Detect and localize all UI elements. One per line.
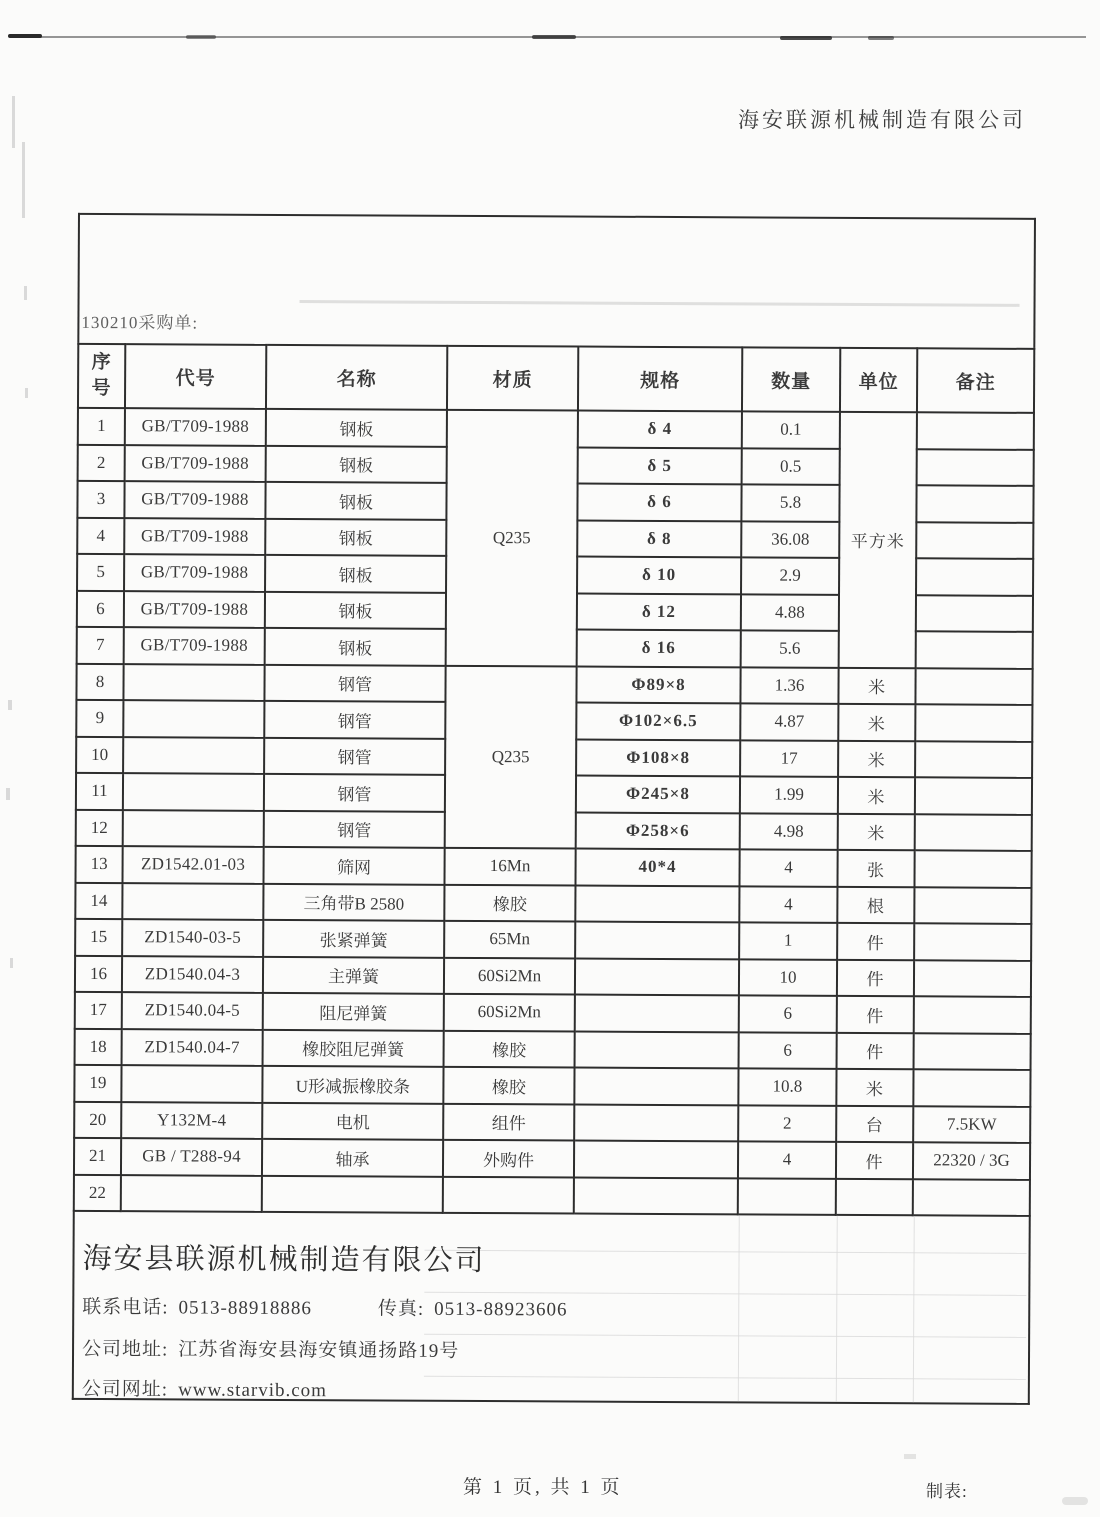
cell-spec xyxy=(574,1177,738,1214)
cell-qty: 5.8 xyxy=(741,484,839,521)
cell-qty xyxy=(738,1178,836,1215)
table-title-area xyxy=(77,213,1036,348)
fax-value: 0513-88923606 xyxy=(434,1298,568,1321)
cell-name: 钢板 xyxy=(266,409,447,446)
cell-name: 张紧弹簧 xyxy=(263,920,444,957)
phone-fax-line xyxy=(82,1292,567,1322)
cell-qty: 0.1 xyxy=(742,411,840,448)
cell-no: 9 xyxy=(76,700,123,737)
cell-material: Q235 xyxy=(445,665,577,848)
cell-remark xyxy=(913,1179,1030,1216)
cell-unit: 件 xyxy=(837,1032,914,1069)
cell-code: ZD1540.04-3 xyxy=(122,956,263,993)
cell-material xyxy=(443,1176,574,1213)
cell-code xyxy=(121,1175,262,1212)
faint-gridline xyxy=(836,1216,838,1402)
cell-unit: 件 xyxy=(837,959,914,996)
cell-no: 6 xyxy=(77,590,124,627)
cell-no: 5 xyxy=(77,554,124,591)
cell-code: GB/T709-1988 xyxy=(124,481,265,518)
cell-name: 钢板 xyxy=(265,482,446,519)
cell-qty: 2 xyxy=(738,1105,836,1142)
cell-name: 筛网 xyxy=(263,847,444,884)
cell-name xyxy=(262,1175,443,1212)
cell-name: 钢管 xyxy=(264,701,445,738)
cell-qty: 4.88 xyxy=(741,594,839,631)
scan-mark xyxy=(8,34,42,38)
cell-spec: 40*4 xyxy=(575,849,739,886)
cell-name: 钢板 xyxy=(265,628,446,665)
address-line xyxy=(82,1334,459,1363)
website-value: www.starvib.com xyxy=(178,1379,328,1402)
cell-spec: δ 10 xyxy=(577,557,741,594)
column-header-material: 材质 xyxy=(447,346,578,411)
cell-code: GB/T709-1988 xyxy=(124,591,265,628)
cell-no: 22 xyxy=(74,1174,121,1211)
scan-mark xyxy=(532,35,576,39)
cell-material: 橡胶 xyxy=(443,1067,574,1104)
cell-code xyxy=(121,1065,262,1102)
page-number: 第 1 页, 共 1 页 xyxy=(463,1477,623,1498)
cell-spec xyxy=(574,1141,738,1178)
cell-remark: 22320 / 3G xyxy=(913,1142,1030,1179)
cell-spec: δ 5 xyxy=(578,447,742,484)
table-row xyxy=(76,663,1032,705)
cell-qty: 10 xyxy=(739,959,837,996)
cell-no: 2 xyxy=(78,444,125,481)
table-row xyxy=(74,1101,1030,1143)
purchase-order-table xyxy=(72,213,1036,1405)
cell-unit: 米 xyxy=(838,813,915,850)
table-row xyxy=(74,1138,1030,1180)
cell-material: 60Si2Mn xyxy=(444,957,575,994)
cell-qty: 4 xyxy=(739,886,837,923)
cell-spec: Φ258×6 xyxy=(576,812,740,849)
cell-no: 13 xyxy=(75,846,122,883)
column-header-spec: 规格 xyxy=(578,347,742,412)
cell-name: U形减振橡胶条 xyxy=(262,1066,443,1103)
faint-gridline xyxy=(424,1376,1026,1380)
maker-label: 制表: xyxy=(926,1482,968,1501)
cell-qty: 4.87 xyxy=(740,703,838,740)
cell-no: 20 xyxy=(74,1101,121,1138)
cell-material: 60Si2Mn xyxy=(444,994,575,1031)
cell-remark xyxy=(914,850,1031,887)
cell-material: Q235 xyxy=(446,410,578,666)
cell-name: 钢板 xyxy=(266,445,447,482)
cell-spec: δ 8 xyxy=(577,520,741,557)
company-name: 海安县联源机械制造有限公司 xyxy=(82,1242,486,1278)
cell-code: ZD1540-03-5 xyxy=(122,919,263,956)
cell-code xyxy=(123,700,264,737)
cell-no: 7 xyxy=(77,627,124,664)
cell-remark xyxy=(915,704,1032,741)
cell-spec: δ 16 xyxy=(577,630,741,667)
cell-no: 4 xyxy=(77,517,124,554)
cell-spec: δ 4 xyxy=(578,411,742,448)
cell-spec: Φ89×8 xyxy=(576,666,740,703)
table-row xyxy=(75,846,1031,888)
cell-unit: 件 xyxy=(837,923,914,960)
cell-no: 10 xyxy=(76,736,123,773)
cell-name: 主弹簧 xyxy=(263,956,444,993)
address-label: 公司地址: xyxy=(81,1338,169,1361)
cell-material: 橡胶 xyxy=(444,884,575,921)
cell-no: 11 xyxy=(76,773,123,810)
cell-code xyxy=(123,664,264,701)
cell-spec xyxy=(575,1031,739,1068)
scan-smudge xyxy=(22,142,25,218)
cell-spec: δ 12 xyxy=(577,593,741,630)
cell-no: 1 xyxy=(78,408,125,445)
cell-name: 钢管 xyxy=(264,774,445,811)
cell-remark xyxy=(916,595,1033,632)
cell-name: 阻尼弹簧 xyxy=(263,993,444,1030)
scan-mark xyxy=(186,35,216,39)
cell-qty: 1 xyxy=(739,922,837,959)
cell-unit: 米 xyxy=(838,704,915,741)
table-row xyxy=(74,1174,1030,1216)
cell-code: GB/T709-1988 xyxy=(125,445,266,482)
cell-unit: 米 xyxy=(836,1069,913,1106)
cell-name: 钢板 xyxy=(265,591,446,628)
cell-qty: 2.9 xyxy=(741,557,839,594)
cell-no: 18 xyxy=(75,1028,122,1065)
cell-remark xyxy=(917,449,1034,486)
scan-smudge xyxy=(8,700,12,710)
cell-unit: 台 xyxy=(836,1105,913,1142)
cell-no: 21 xyxy=(74,1138,121,1175)
cell-code: GB/T709-1988 xyxy=(124,554,265,591)
cell-material: 65Mn xyxy=(444,921,575,958)
cell-unit: 米 xyxy=(838,667,915,704)
cell-remark xyxy=(913,1069,1030,1106)
cell-remark xyxy=(917,412,1034,449)
cell-code: GB/T709-1988 xyxy=(125,408,266,445)
cell-code xyxy=(122,883,263,920)
scan-streak xyxy=(300,300,1020,307)
cell-remark xyxy=(914,960,1031,997)
cell-unit: 件 xyxy=(837,996,914,1033)
cell-spec xyxy=(574,1068,738,1105)
cell-spec xyxy=(575,885,739,922)
cell-unit: 根 xyxy=(837,886,914,923)
table-header-row xyxy=(78,344,1034,413)
cell-qty: 6 xyxy=(739,995,837,1032)
cell-spec: Φ245×8 xyxy=(576,776,740,813)
cell-code: GB/T709-1988 xyxy=(124,627,265,664)
column-header-code: 代号 xyxy=(125,344,266,409)
cell-code xyxy=(123,737,264,774)
cell-remark xyxy=(915,741,1032,778)
scan-smudge xyxy=(10,958,13,968)
cell-remark: 7.5KW xyxy=(913,1106,1030,1143)
cell-code xyxy=(123,773,264,810)
company-info-block xyxy=(72,1212,1031,1405)
scan-mark xyxy=(780,36,832,40)
table-row xyxy=(75,992,1031,1034)
column-header-no: 序号 xyxy=(78,344,125,408)
cell-unit: 张 xyxy=(837,850,914,887)
cell-remark xyxy=(915,668,1032,705)
cell-code: Y132M-4 xyxy=(121,1102,262,1139)
cell-no: 17 xyxy=(75,992,122,1029)
scan-smudge xyxy=(25,388,28,398)
scan-smudge xyxy=(904,1454,916,1459)
cell-material: 橡胶 xyxy=(444,1030,575,1067)
cell-qty: 10.8 xyxy=(738,1068,836,1105)
cell-no: 15 xyxy=(75,919,122,956)
cell-no: 12 xyxy=(76,809,123,846)
scan-mark xyxy=(868,36,894,40)
letterhead-company-name: 海安联源机械制造有限公司 xyxy=(738,108,1026,132)
cell-material: 外购件 xyxy=(443,1140,574,1177)
items-table xyxy=(73,343,1036,1217)
cell-unit: 米 xyxy=(838,777,915,814)
cell-remark xyxy=(914,996,1031,1033)
cell-remark xyxy=(914,887,1031,924)
column-header-name: 名称 xyxy=(266,345,447,410)
cell-name: 钢板 xyxy=(265,555,446,592)
cell-name: 轴承 xyxy=(262,1139,443,1176)
cell-unit xyxy=(836,1178,913,1215)
cell-name: 三角带B 2580 xyxy=(263,883,444,920)
table-row xyxy=(75,919,1031,961)
cell-remark xyxy=(915,777,1032,814)
cell-qty: 1.99 xyxy=(740,776,838,813)
cell-qty: 0.5 xyxy=(742,448,840,485)
cell-spec: δ 6 xyxy=(577,484,741,521)
table-row xyxy=(75,882,1031,924)
phone-label: 联系电话: xyxy=(82,1296,169,1319)
cell-remark xyxy=(916,485,1033,522)
phone-value: 0513-88918886 xyxy=(178,1297,312,1320)
cell-spec xyxy=(575,995,739,1032)
order-number-label: 130210采购单: xyxy=(81,312,199,333)
cell-qty: 5.6 xyxy=(741,630,839,667)
cell-qty: 4.98 xyxy=(740,813,838,850)
faint-gridline xyxy=(425,1250,1027,1254)
cell-qty: 4 xyxy=(738,1141,836,1178)
cell-remark xyxy=(915,814,1032,851)
website-line xyxy=(82,1374,327,1402)
cell-spec: Φ108×8 xyxy=(576,739,740,776)
cell-code: ZD1540.04-5 xyxy=(122,992,263,1029)
cell-unit: 件 xyxy=(836,1142,913,1179)
cell-unit: 米 xyxy=(838,740,915,777)
cell-code: ZD1542.01-03 xyxy=(122,846,263,883)
faint-gridline xyxy=(738,1215,740,1401)
website-label: 公司网址: xyxy=(81,1378,169,1401)
table-row xyxy=(78,408,1034,450)
column-header-unit: 单位 xyxy=(840,348,917,412)
column-header-remark: 备注 xyxy=(917,348,1034,413)
faint-gridline xyxy=(424,1334,1026,1338)
cell-remark xyxy=(916,522,1033,559)
cell-spec: Φ102×6.5 xyxy=(576,703,740,740)
cell-name: 电机 xyxy=(262,1102,443,1139)
cell-no: 19 xyxy=(74,1065,121,1102)
cell-name: 橡胶阻尼弹簧 xyxy=(263,1029,444,1066)
cell-no: 8 xyxy=(76,663,123,700)
faint-gridline xyxy=(913,1216,915,1402)
cell-name: 钢管 xyxy=(264,664,445,701)
cell-remark xyxy=(916,631,1033,668)
cell-code: ZD1540.04-7 xyxy=(122,1029,263,1066)
table-row xyxy=(75,1028,1031,1070)
cell-name: 钢板 xyxy=(265,518,446,555)
cell-no: 14 xyxy=(75,882,122,919)
cell-qty: 4 xyxy=(739,849,837,886)
cell-qty: 17 xyxy=(740,740,838,777)
scan-smudge xyxy=(1062,1497,1088,1505)
cell-qty: 6 xyxy=(739,1032,837,1069)
cell-qty: 1.36 xyxy=(740,667,838,704)
cell-code: GB / T288-94 xyxy=(121,1138,262,1175)
cell-unit: 平方米 xyxy=(839,412,917,668)
cell-name: 钢管 xyxy=(264,810,445,847)
cell-code: GB/T709-1988 xyxy=(124,518,265,555)
scan-smudge xyxy=(6,788,10,800)
cell-qty: 36.08 xyxy=(741,521,839,558)
cell-spec xyxy=(574,1104,738,1141)
scan-smudge xyxy=(12,96,15,148)
cell-spec xyxy=(575,922,739,959)
cell-spec xyxy=(575,958,739,995)
fax-label: 传真: xyxy=(377,1298,425,1320)
cell-code xyxy=(123,810,264,847)
cell-remark xyxy=(916,558,1033,595)
cell-remark xyxy=(914,923,1031,960)
scan-smudge xyxy=(24,286,27,300)
table-row xyxy=(74,1065,1030,1107)
cell-no: 16 xyxy=(75,955,122,992)
cell-material: 组件 xyxy=(443,1103,574,1140)
cell-no: 3 xyxy=(77,481,124,518)
column-header-qty: 数量 xyxy=(742,347,840,412)
cell-remark xyxy=(914,1033,1031,1070)
cell-material: 16Mn xyxy=(444,848,575,885)
address-value: 江苏省海安县海安镇通扬路19号 xyxy=(178,1339,460,1362)
table-row xyxy=(75,955,1031,997)
cell-name: 钢管 xyxy=(264,737,445,774)
